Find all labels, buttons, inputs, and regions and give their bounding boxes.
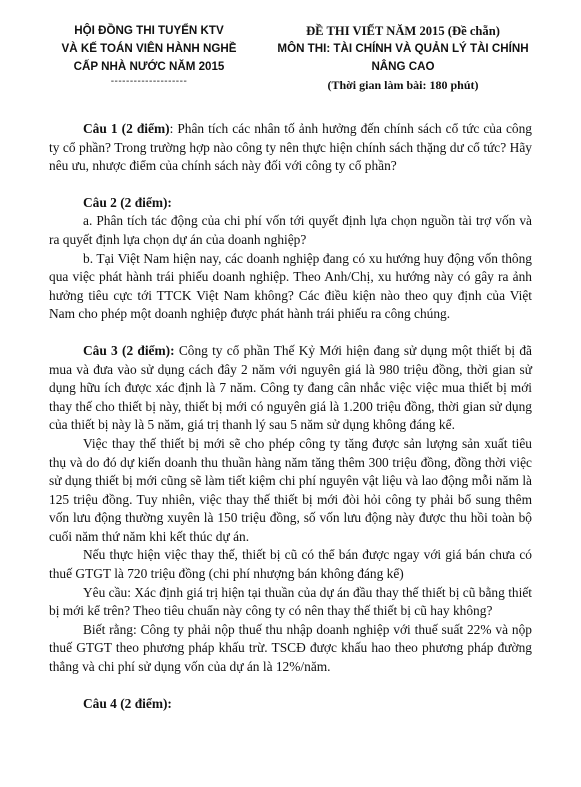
question-1	[49, 120, 532, 176]
question-1-title: Câu 1 (2 điểm)	[83, 121, 170, 136]
question-2-title: Câu 2 (2 điểm):	[83, 194, 172, 210]
council-name-line3: CẤP NHÀ NƯỚC NĂM 2015	[73, 60, 225, 73]
exam-header	[268, 22, 538, 94]
question-3-paragraph-2: Việc thay thế thiết bị mới sẽ cho phép công ty tăng được sản lượng sản xuất tiêu thụ và do đó dự kiến doanh thu thuần hàng năm tăng thêm 300 triệu đồng, đồng thời việc sử dụng thiết bị mới cũng sẽ làm tiết kiệm chi phí nguyên vật liệu và lao động mỗi năm là 125 triệu đồng. Tuy nhiên, việc thay thế thiết bị mới đòi hỏi công ty phải bổ sung thêm vốn lưu động thường xuyên là 150 triệu đồng, số vốn lưu động này được thu hồi toàn bộ cuối năm thứ năm khi kết thúc dự án.	[49, 435, 532, 544]
exam-body	[49, 120, 532, 713]
question-3-title: Câu 3 (2 điểm):	[83, 342, 175, 358]
exam-title: ĐỀ THI VIẾT NĂM 2015 (Đề chẵn)	[306, 24, 500, 38]
exam-duration: (Thời gian làm bài: 180 phút)	[327, 78, 479, 92]
question-4-title: Câu 4 (2 điểm):	[83, 695, 172, 711]
question-2-part-b: b. Tại Việt Nam hiện nay, các doanh nghiệp đang có xu hướng huy động vốn thông qua việc phát hành trái phiếu doanh nghiệp. Theo Anh/Chị, xu hướng này có gây ra ảnh hưởng tiêu cực tới TTCK Việt Nam không? Các điều kiện nào theo quy định của Việt Nam cho phép một doanh nghiệp được phát hành trái phiếu ra công chúng.	[49, 250, 532, 322]
question-1-text: : Phân tích các nhân tố ảnh hưởng đến chính sách cổ tức của công ty cổ phần? Trong trường hợp nào công ty nên thực hiện chính sách thặng dư cổ tức? Hãy nêu ưu, nhược điểm của chính sách này đối với công ty cổ phần?	[49, 121, 533, 174]
question-3-intro	[49, 342, 532, 435]
question-3-requirement: Yêu cầu: Xác định giá trị hiện tại thuần của dự án đầu thay thế thiết bị cũ bằng thiết bị mới kể trên? Theo tiêu chuẩn này công ty có nên thay thế thiết bị cũ hay không?	[49, 584, 532, 619]
council-header	[40, 22, 258, 88]
council-name-line2: VÀ KẾ TOÁN VIÊN HÀNH NGHỀ	[61, 42, 237, 55]
exam-subject-line1: MÔN THI: TÀI CHÍNH VÀ QUẢN LÝ TÀI CHÍNH	[277, 42, 529, 55]
council-name-line1: HỘI ĐỒNG THI TUYỂN KTV	[74, 24, 224, 37]
question-3-given: Biết rằng: Công ty phải nộp thuế thu nhập doanh nghiệp với thuế suất 22% và nộp thuế GTGT theo phương pháp khấu trừ. TSCĐ được khấu hao theo phương pháp đường thẳng và chi phí sử dụng vốn của dự án là 12%/năm.	[49, 621, 532, 675]
header-divider: --------------------	[110, 76, 188, 87]
exam-subject-line2: NÂNG CAO	[371, 60, 435, 73]
question-2-part-a: a. Phân tích tác động của chi phí vốn tới quyết định lựa chọn nguồn tài trợ vốn và ra quyết định lựa chọn dự án của doanh nghiệp?	[49, 213, 532, 247]
question-3-text: Công ty cổ phần Thế Kỷ Mới hiện đang sử dụng một thiết bị đã mua và đưa vào sử dụng cách đây 2 năm với nguyên giá là 980 triệu đồng, thời gian sử dụng hữu ích được xác định là 7 năm. Công ty đang cân nhắc việc việc mua thiết bị mới thay thế cho thiết bị này, thiết bị mới có nguyên giá là 1.200 triệu đồng, thời gian sử dụng của thiết bị này là 5 năm, giá trị thanh lý sau 5 năm sử dụng không đáng kể.	[49, 342, 532, 433]
question-3-paragraph-3: Nếu thực hiện việc thay thế, thiết bị cũ có thể bán được ngay với giá bán chưa có thuế GTGT là 720 triệu đồng (chi phí nhượng bán không đáng kể)	[49, 547, 532, 582]
